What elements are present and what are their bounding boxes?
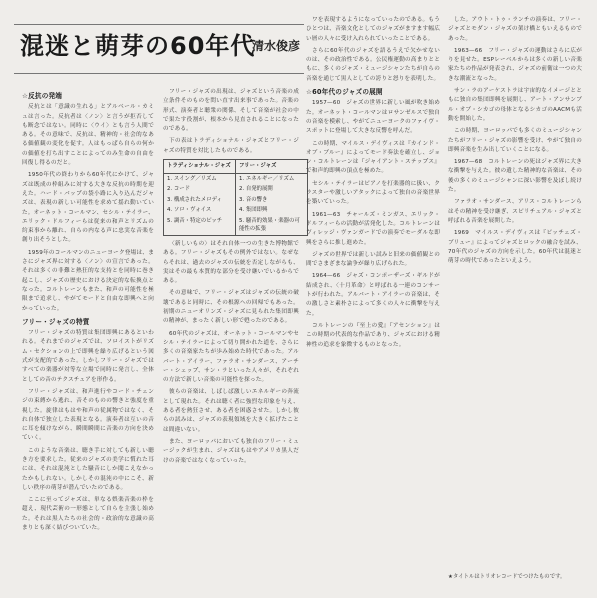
section-heading: フリー・ジャズの特質	[22, 317, 90, 326]
table-row	[164, 205, 307, 216]
paragraph: 1967—68 コルトレーンの死はジャズ界に大きな衝撃を与えた。彼の遺した精神的な音楽は、その後の多くのミュージシャンに深い影響を及ぼし続けた。	[448, 159, 582, 194]
section-heading: ☆60年代のジャズの展開	[306, 88, 383, 97]
table-header	[164, 160, 307, 174]
paragraph: この時期、ヨーロッパでも多くのミュージシャンたちがフリー・ジャズの影響を受け、やがて独自の即興音楽を生み出していくことになる。	[448, 128, 582, 153]
paragraph: コルトレーンの『至上の愛』『アセンション』はこの時期の代表的な作品であり、ジャズにおける精神性の追求を象徴するものとなった。	[306, 322, 440, 348]
paragraph: ここに至ってジャズは、単なる娯楽音楽の枠を超え、現代芸術の一形態として自らを主張し始めた。それは黒人たちの社会的・政治的な意識の高まりとも深く結びついていた。	[22, 497, 154, 532]
paragraph: 1964—66 ジャズ・コンポーザーズ・ギルドが結成され、〈十月革命〉と呼ばれる一連のコンサートが行われた。アルバート・アイラーの音楽は、その激しさと素朴さによって多くの人々に衝撃を与えた。	[306, 273, 440, 317]
section-heading: ☆反抗の発端	[22, 92, 63, 100]
table-row	[164, 216, 307, 235]
paragraph: 1950年代の終わりから60年代にかけて、ジャズは既成の枠組みに対する大きな反抗の時期を迎えた。ハード・バップの袋小路に入り込んだジャズは、表現の新しい可能性を求めて揺れ動いていた。オーネット・コールマン、セシル・テイラー、エリック・ドルフィーらは従来の和声とリズムの約束事から離れ、自らの内なる声に忠実な音楽を創り出そうとした。	[22, 172, 154, 244]
table-cell: 5. 調音・特定のピッチ	[164, 216, 236, 235]
paragraph: ファラオ・サンダース、アリス・コルトレーンらはその精神を受け継ぎ、スピリチュアル・ジャズと呼ばれる音楽を展開した。	[448, 199, 582, 224]
author-name: 清水俊彦	[252, 39, 301, 53]
paragraph: 1961—63 チャールズ・ミンガス、エリック・ドルフィーらの活動が活発化した。コルトレーンはヴィレッジ・ヴァンガードでの演奏でモーダルな即興をさらに推し進めた。	[306, 211, 440, 246]
table-cell: 1. エネルギー／リズム	[239, 175, 295, 182]
paragraph: 60年代のジャズは、オーネット・コールマンやセシル・テイラーによって切り開かれた道を、さらに多くの音楽家たちが歩み始めた時代であった。アルバート・アイラー、ファラオ・サンダース、アーチー・シェップ、サン・ラといった人々が、それぞれの方法で新しい音楽の可能性を探った。	[163, 330, 299, 384]
table-cell: 3. 音の響き	[239, 196, 268, 203]
paragraph: フリー・ジャズは、和声進行やコード・チェンジの束縛から逃れ、音そのものの響きと強度を重視した。旋律はもはや和声の従属物ではなく、それ自体で独立した表現となる。演奏者は互いの音に耳を傾けながら、瞬間瞬間に音楽の方向を決めていく。	[22, 388, 154, 442]
footnote: ★タイトルはトリオレコードでつけたものです。	[448, 574, 566, 580]
paragraph: 1957—60 ジャズの世界に新しい風が吹き始めた。オーネット・コールマンはロサンゼルスで独自の音楽を模索し、やがてニューヨークのファイヴ・スポットに登場して大きな反響を呼んだ。	[306, 100, 440, 135]
paragraph: フリー・ジャズの特質は集団即興にあるといわれる。それまでのジャズでは、ソロイストがリズム・セクションの上で即興を繰り広げるという図式が支配的であった。しかしフリー・ジャズではすべての楽器が対等な立場で同時に発言し、全体としての音のテクスチュアを形作る。	[22, 330, 154, 383]
table-cell: 4. 集団即興	[239, 207, 268, 213]
paragraph: 1969 マイルス・デイヴィスは『ビッチェズ・ブリュー』によってジャズとロックの融合を試み、70年代のジャズの方向を示した。60年代は混迷と萌芽の時代であったといえよう。	[448, 230, 582, 265]
paragraph: このような音楽は、聴き手に対しても新しい聴き方を要求した。従来のジャズの美学に慣れた耳には、それは混沌とした騒音にしか聞こえなかったかもしれない。しかしその混沌の中にこそ、新しい秩序の萌芽が潜んでいたのである。	[22, 447, 154, 491]
paragraph: また、ヨーロッパにおいても独自のフリー・ミュージックが生まれ、ジャズはもはやアメリカ黒人だけの音楽ではなくなっていった。	[163, 438, 299, 464]
paragraph: この時期、マイルス・デイヴィスは『カインド・オブ・ブルー』によってモード奏法を確立し、ジョン・コルトレーンは『ジャイアント・ステップス』で和声的即興の頂点を極めた。	[306, 140, 440, 175]
paragraph: 1963—66 フリー・ジャズの運動はさらに広がりを見せた。ESPレーベルからは多くの新しい音楽家たちの作品が発表され、ジャズの前衛は一つの大きな潮流となった。	[448, 47, 582, 82]
paragraph: 〈新しいもの〉はそれ自体一つの生きた博物館である。フリー・ジャズもその例外ではない。なぜならそれは、過去のジャズの伝統を否定しながらも、実はその最も本質的な部分を受け継いでいるからである。	[163, 241, 299, 285]
paragraph: サン・ラのアーケストラは宇宙的なイメージとともに独自の集団即興を展開し、アート・アンサンブル・オブ・シカゴの母体となるシカゴのAACMも活動を開始した。	[448, 88, 582, 122]
paragraph: その意味で、フリー・ジャズはジャズの伝統の破壊であると同時に、その根源への回帰でもあった。初期のニューオリンズ・ジャズに見られた集団即興の精神が、まったく新しい形で甦ったのである。	[163, 290, 299, 325]
table-cell: 2. コード	[164, 184, 236, 195]
paragraph: ワを表現するようになっていったのである。もうひとつは、音楽文化としてのジャズがますます幅広い層の人々に受け入れられていったことである。	[306, 17, 440, 42]
paragraph: 1959年のコールマンのニューヨーク登場は、まさにジャズ界に対する〈ノン〉の宣言であった。それは多くの非難と熱狂的な支持とを同時に巻き起こし、ジャズの歴史における決定的な転換点となった。コルトレーンもまた、和声の可能性を極限まで追求し、やがてモードと自由な即興へと向かっていった。	[22, 249, 154, 312]
paragraph: した。アウト・トゥ・ランチの演奏は、フリー・ジャズとモダン・ジャズの架け橋ともいえるものであった。	[448, 17, 582, 42]
paragraph: セシル・テイラーはピアノを打楽器的に扱い、クラスターや激しいアタックによって独自の音楽世界を築いていった。	[306, 180, 440, 206]
table-cell: 5. 騒音的効果・楽器の可能性の拡張	[239, 217, 300, 232]
paragraph: 反抗とは「意識の生れる」とアルベール・カミュは言った。反抗者は〈ノン〉と言うが拒否しても断念ではない。同時に〈ウイ〉とも言う人間である。その意味で、反抗は、精神的・社会的なある価値観の変化を促す。人はもっぱら自らの何かの価値を打ち出すことによってのみ生命の自由を回復し得るのだと。	[22, 104, 154, 167]
table-cell: 1. スイング／リズム	[164, 174, 236, 185]
table-cell: 4. ソロ・ヴォイス	[164, 205, 236, 216]
text-column-1	[22, 88, 154, 588]
table-cell: 2. 自発的展開	[239, 186, 273, 192]
table-row	[164, 174, 307, 185]
paragraph: 彼らの音楽は、しばしば激しいエネルギーの奔流として現れた。それは聴く者に強烈な印象を与え、ある者を熱狂させ、ある者を困惑させた。しかし彼らの試みは、ジャズの表現領域を大きく拡げたことは間違いない。	[163, 389, 299, 433]
text-column-3	[306, 16, 440, 591]
paragraph: 下の表はトラディショナル・ジャズとフリー・ジャズの特質を対比したものである。	[163, 138, 299, 154]
table-cell: 3. 構成されたメロディ	[164, 195, 236, 206]
table-row	[164, 195, 307, 206]
text-column-4	[448, 16, 582, 591]
table-row	[164, 184, 307, 195]
text-column-2-bottom	[163, 240, 299, 590]
paragraph: フリー・ジャズの出現は、ジャズという音楽の成立条件そのものを問い直す出来事であった。音楽の形式、演奏者と聴衆の関係、そして音楽が社会の中で果たす役割が、根本から見直されることになったのである。	[163, 89, 299, 133]
table-header-cell: フリー・ジャズ	[239, 163, 277, 169]
comparison-table	[163, 159, 308, 236]
table-header-cell: トラディショナル・ジャズ	[164, 160, 236, 173]
article-title: 混迷と萌芽の60年代	[20, 32, 256, 60]
paragraph: さらに60年代のジャズを語るうえで欠かせないのは、その政治性である。公民権運動の高まりとともに、多くのジャズ・ミュージシャンたちが自らの音楽を通じて黒人としての誇りと怒りを表明した。	[306, 47, 440, 82]
paragraph: ジャズの世界では新しい試みと旧来の価値観との間でさまざまな論争が繰り広げられた。	[306, 251, 440, 268]
